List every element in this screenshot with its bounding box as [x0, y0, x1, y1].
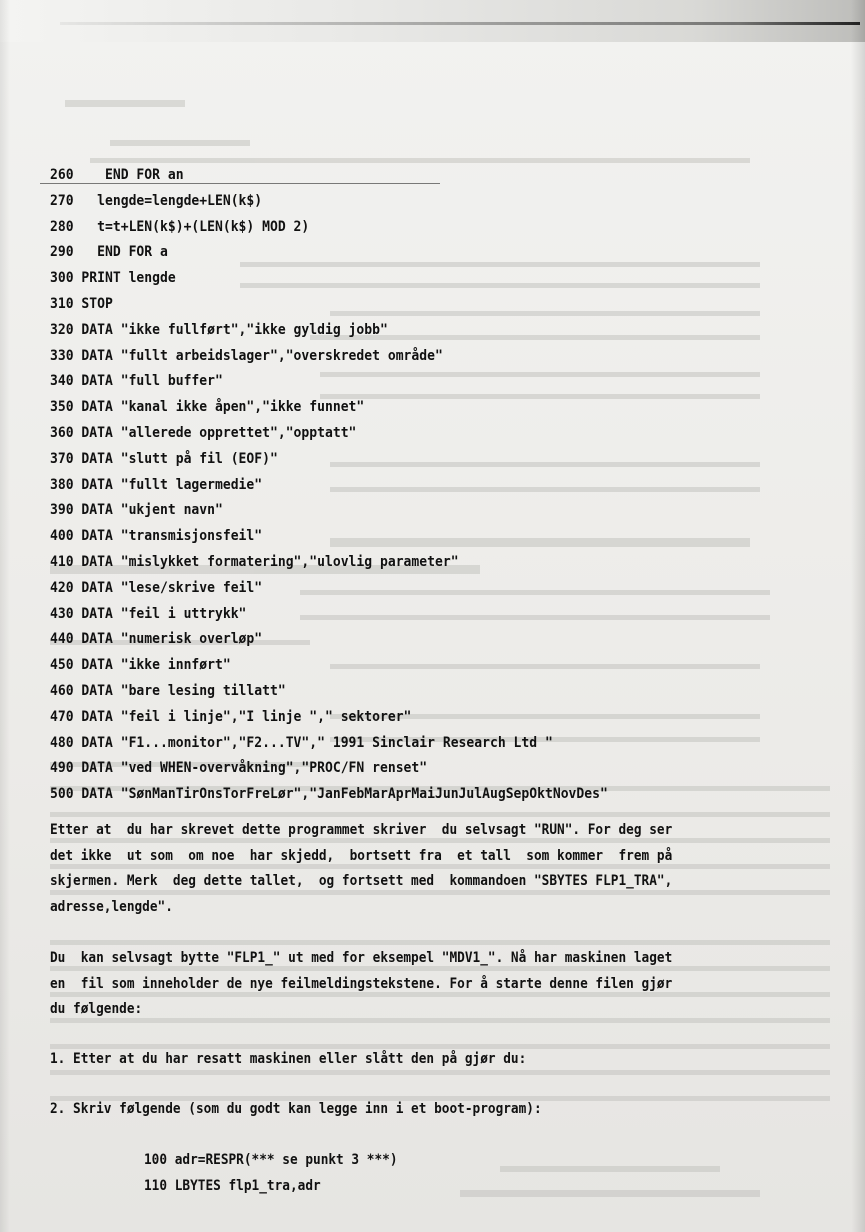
code-line: 400 DATA "transmisjonsfeil": [50, 528, 263, 545]
code-line: 470 DATA "feil i linje","I linje "," sektorer": [50, 708, 412, 725]
code-line: 440 DATA "numerisk overløp": [50, 631, 263, 648]
paragraph-line: det ikke ut som om noe har skjedd, bortsett fra et tall som kommer frem på: [50, 847, 673, 864]
code-line: 270 lengde=lengde+LEN(k$): [50, 192, 263, 209]
code-line: 490 DATA "ved WHEN-overvåkning","PROC/FN renset": [50, 760, 428, 777]
code-line: 420 DATA "lese/skrive feil": [50, 579, 263, 596]
step-1-text: 1. Etter at du har resatt maskinen eller slått den på gjør du:: [50, 1051, 527, 1067]
paragraph-line: adresse,lengde".: [50, 898, 173, 915]
paragraph-line: skjermen. Merk deg dette tallet, og fortsett med kommandoen "SBYTES FLP1_TRA",: [50, 873, 673, 889]
code-line: 370 DATA "slutt på fil (EOF)": [50, 450, 278, 467]
code-line: 390 DATA "ukjent navn": [50, 502, 223, 519]
code-line: 330 DATA "fullt arbeidslager","overskredet område": [50, 347, 443, 364]
code-line: 300 PRINT lengde: [50, 270, 176, 287]
code-line: 310 STOP: [50, 295, 113, 312]
boot-program-listing: [144, 1148, 432, 1199]
code-line: 320 DATA "ikke fullført","ikke gyldig jobb": [50, 321, 388, 338]
step-2: [50, 1097, 830, 1123]
step-2-text: 2. Skriv følgende (som du godt kan legge inn i et boot-program):: [50, 1101, 542, 1117]
paragraph-device-note: [50, 946, 830, 1023]
code-line: 290 END FOR a: [50, 244, 168, 261]
paragraph-line: en fil som inneholder de nye feilmeldingstekstene. For å starte denne filen gjør: [50, 975, 673, 992]
code-line: 360 DATA "allerede opprettet","opptatt": [50, 424, 357, 441]
code-line: 460 DATA "bare lesing tillatt": [50, 682, 286, 699]
paragraph-line: Du kan selvsagt bytte "FLP1_" ut med for eksempel "MDV1_". Nå har maskinen laget: [50, 950, 673, 966]
paragraph-run-instructions: [50, 818, 830, 920]
code-line: 410 DATA "mislykket formatering","ulovlig parameter": [50, 553, 459, 570]
code-line: 430 DATA "feil i uttrykk": [50, 605, 247, 622]
code-line: 280 t=t+LEN(k$)+(LEN(k$) MOD 2): [50, 218, 310, 235]
code-line: 500 DATA "SønManTirOnsTorFreLør","JanFebMarAprMaiJunJulAugSepOktNovDes": [50, 786, 608, 803]
code-line: 260 END FOR an: [50, 167, 184, 183]
code-line: 350 DATA "kanal ikke åpen","ikke funnet": [50, 399, 365, 416]
paragraph-line: du følgende:: [50, 1001, 143, 1017]
code-line: 480 DATA "F1...monitor","F2...TV"," 1991 Sinclair Research Ltd ": [50, 734, 553, 751]
code-line: 340 DATA "full buffer": [50, 373, 223, 390]
code-line: 110 LBYTES flp1_tra,adr: [144, 1177, 321, 1194]
step-1: [50, 1047, 830, 1073]
code-line: 380 DATA "fullt lagermedie": [50, 476, 263, 493]
paragraph-line: Etter at du har skrevet dette programmet skriver du selvsagt "RUN". For deg ser: [50, 822, 673, 838]
code-line: 100 adr=RESPR(*** se punkt 3 ***): [144, 1152, 398, 1168]
code-line: 450 DATA "ikke innført": [50, 657, 231, 674]
basic-program-listing: [50, 163, 830, 808]
